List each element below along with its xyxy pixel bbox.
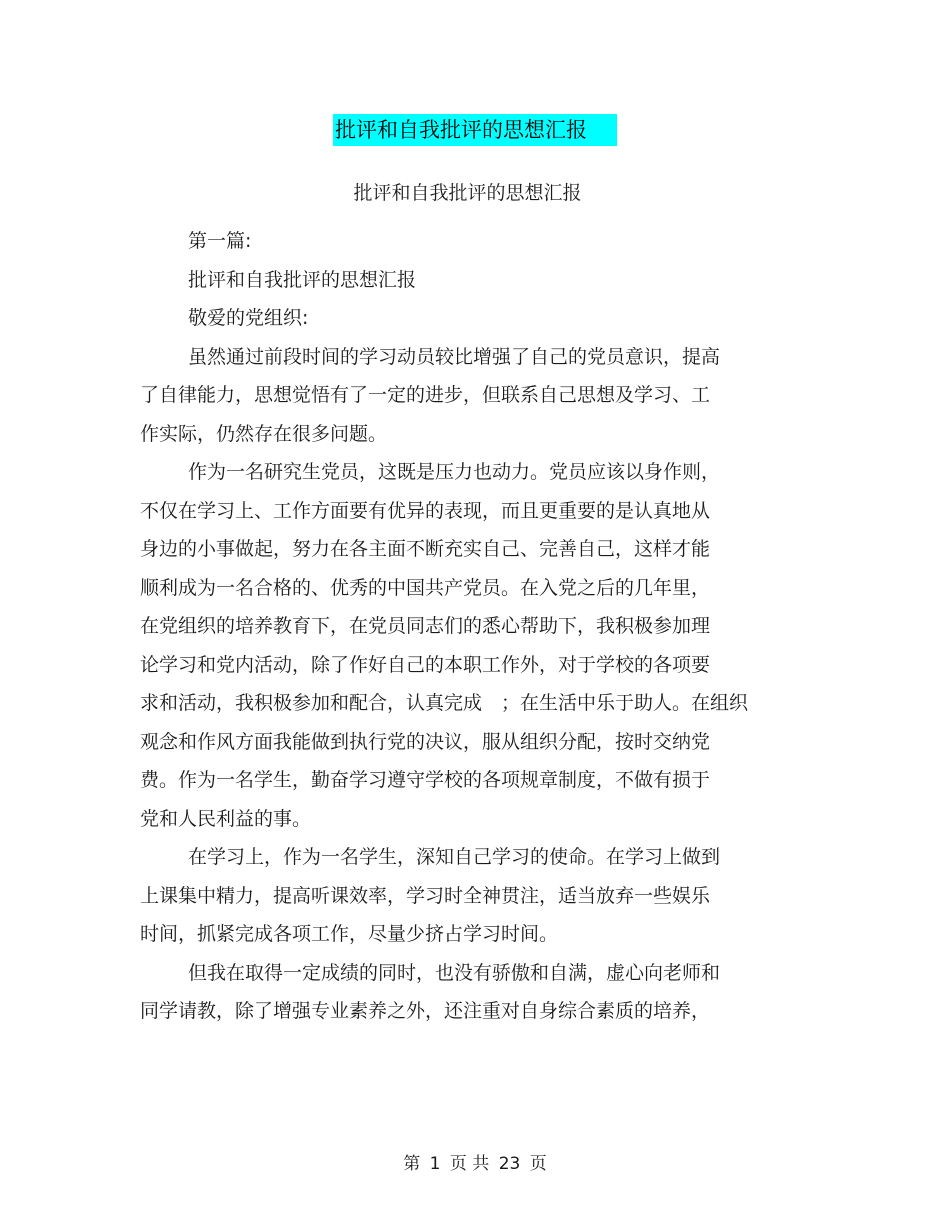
body-line: 求和活动，我积极参加和配合，认真完成 ；在生活中乐于助人。在组织 [140, 692, 749, 714]
document-body [140, 222, 800, 1031]
body-line: 论学习和党内活动，除了作好自己的本职工作外，对于学校的各项要 [140, 653, 711, 676]
footer-middle: 页 共 [449, 1154, 490, 1174]
footer-total-pages: 23 [498, 1154, 521, 1174]
body-line: 作实际，仍然存在很多问题。 [140, 422, 388, 445]
body-line: 在党组织的培养教育下，在党员同志们的悉心帮助下，我积极参加理 [140, 615, 711, 637]
page-footer [0, 1152, 950, 1176]
body-line: 作为一名研究生党员，这既是压力也动力。党员应该以身作则， [188, 461, 721, 483]
body-line: 上课集中精力，提高听课效率，学习时全神贯注，适当放弃一些娱乐 [140, 884, 711, 907]
document-subtitle: 批评和自我批评的思想汇报 [353, 182, 582, 204]
document-title: 批评和自我批评的思想汇报 [333, 114, 617, 146]
title-container [0, 114, 950, 146]
body-line: 了自律能力，思想觉悟有了一定的进步，但联系自己思想及学习、工 [140, 384, 711, 406]
body-line: 在学习上，作为一名学生，深知自己学习的使命。在学习上做到 [188, 846, 721, 868]
body-line: 观念和作风方面我能做到执行党的决议，服从组织分配，按时交纳党 [140, 730, 711, 753]
footer-current-page: 1 [429, 1154, 441, 1174]
body-line: 不仅在学习上、工作方面要有优异的表现，而且更重要的是认真地从 [140, 499, 711, 522]
footer-prefix: 第 [403, 1154, 421, 1174]
body-line: 虽然通过前段时间的学习动员较比增强了自己的党员意识，提高 [188, 345, 721, 368]
body-line: 党和人民利益的事。 [140, 807, 312, 830]
body-line: 敬爱的党组织: [188, 307, 309, 329]
body-line: 时间，抓紧完成各项工作，尽量少挤占学习时间。 [140, 923, 559, 945]
body-line: 批评和自我批评的思想汇报 [188, 268, 417, 291]
footer-suffix: 页 [529, 1154, 547, 1174]
body-line: 顺利成为一名合格的、优秀的中国共产党员。在入党之后的几年里， [140, 576, 711, 599]
body-line: 第一篇: [188, 230, 252, 252]
body-line: 身边的小事做起，努力在各主面不断充实自己、完善自己，这样才能 [140, 538, 711, 560]
body-line: 同学请教，除了增强专业素养之外，还注重对自身综合素质的培养， [140, 1000, 711, 1022]
body-line: 费。作为一名学生，勤奋学习遵守学校的各项规章制度，不做有损于 [140, 769, 711, 791]
body-line: 但我在取得一定成绩的同时，也没有骄傲和自满，虚心向老师和 [188, 961, 721, 984]
